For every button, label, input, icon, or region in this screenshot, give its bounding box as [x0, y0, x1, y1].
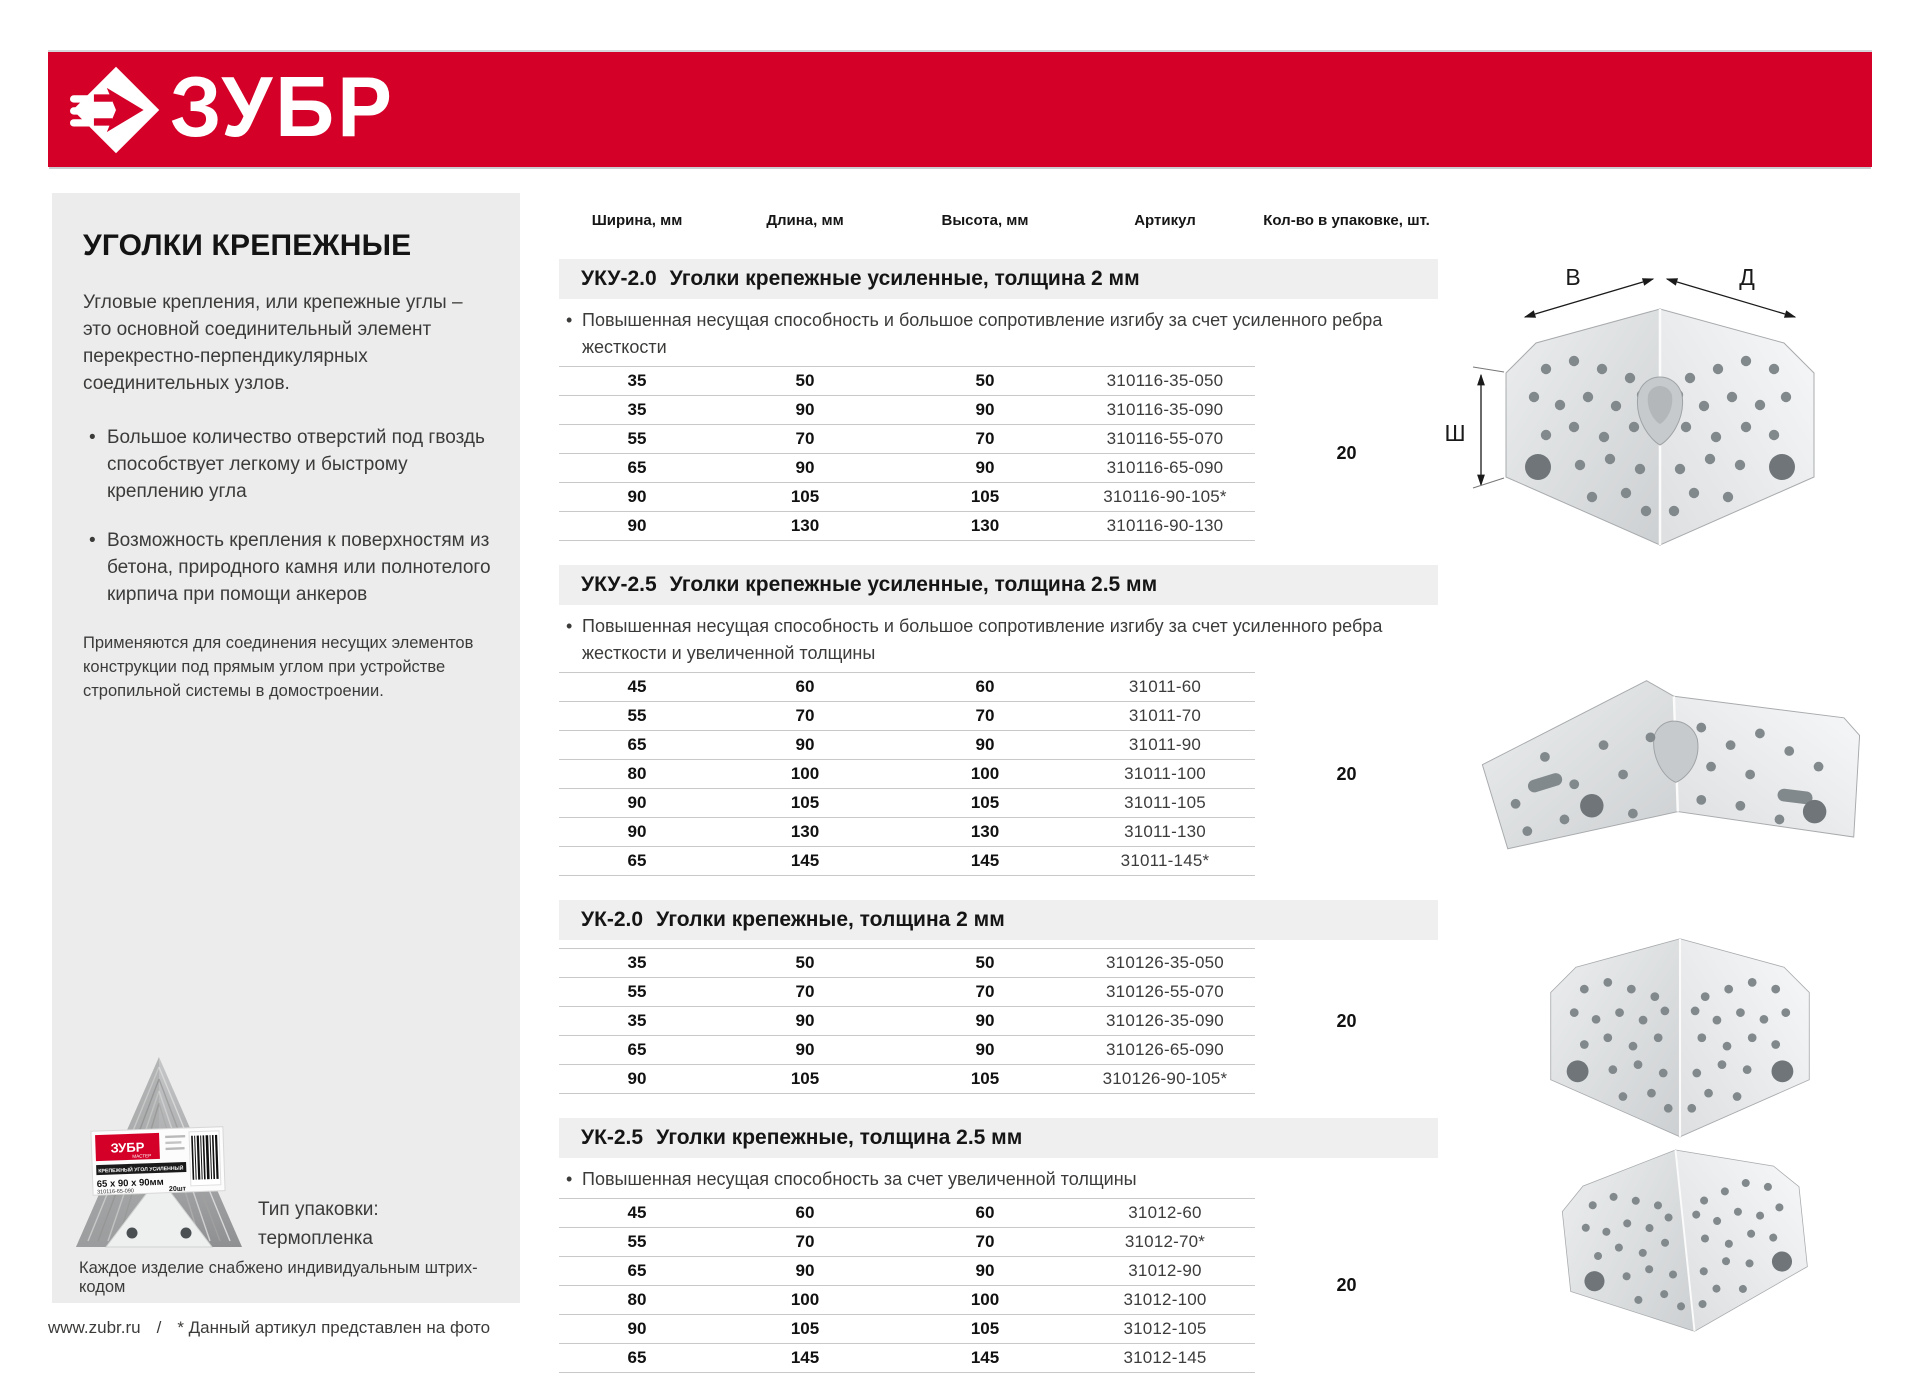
cell-height: 90 — [975, 1040, 995, 1059]
column-header-height: Высота, мм — [941, 211, 1029, 229]
cell-length: 105 — [790, 793, 820, 812]
footer-separator: / — [156, 1318, 162, 1337]
cell-height: 60 — [975, 677, 995, 696]
package-label — [91, 1127, 225, 1196]
pack-qty: 20 — [1336, 763, 1357, 784]
cell-width: 65 — [627, 458, 647, 477]
cell-length: 105 — [790, 487, 820, 506]
section-bullet-text: Повышенная несущая способность за счет увеличенной толщины — [582, 1169, 1137, 1189]
table-row — [559, 483, 1255, 512]
cell-article: 31011-105 — [1124, 793, 1206, 812]
cell-article: 310116-90-130 — [1106, 516, 1224, 535]
section-body — [559, 672, 1438, 876]
table-row — [559, 1007, 1255, 1036]
feature-item — [83, 425, 492, 506]
cell-article: 31011-100 — [1124, 764, 1206, 783]
footer-note: * Данный артикул представлен на фото — [177, 1318, 491, 1337]
section-bullets — [559, 605, 1438, 670]
feature-item — [83, 528, 492, 609]
cell-length: 60 — [795, 1203, 815, 1222]
cell-width: 65 — [627, 1348, 647, 1367]
pack-qty: 20 — [1336, 1010, 1357, 1031]
section-header — [559, 900, 1438, 940]
table-row — [559, 512, 1255, 541]
table-sections — [559, 259, 1438, 1373]
section-rows — [559, 672, 1255, 876]
cell-height: 60 — [975, 1203, 995, 1222]
cell-article: 31011-130 — [1124, 822, 1206, 841]
pack-qty-cell — [1255, 672, 1438, 876]
package-photo — [72, 1045, 247, 1260]
cell-article: 310116-55-070 — [1106, 429, 1224, 448]
cell-article: 310126-90-105* — [1102, 1069, 1228, 1088]
cell-height: 50 — [975, 371, 995, 390]
table-row — [559, 978, 1255, 1007]
table-row — [559, 1036, 1255, 1065]
table-row — [559, 1228, 1255, 1257]
cell-width: 80 — [627, 764, 647, 783]
section-bullet-text: Повышенная несущая способность и большое сопротивление изгибу за счет усиленного ребра жесткости — [582, 310, 1383, 357]
table-row — [559, 731, 1255, 760]
cell-height: 90 — [975, 400, 995, 419]
cell-width: 65 — [627, 735, 647, 754]
product-photo-uk-2-5 — [1515, 1100, 1855, 1360]
pack-qty-cell — [1255, 366, 1438, 541]
brand-name: ЗУБР — [170, 59, 395, 155]
package-type-line1: Тип упаковки: — [258, 1199, 379, 1220]
table-row — [559, 949, 1255, 978]
label-size: 65 x 90 x 90мм — [96, 1176, 164, 1191]
pack-qty-cell — [1255, 948, 1438, 1094]
section-title: Уголки крепежные усиленные, толщина 2 мм — [669, 267, 1140, 290]
bullet-dot-icon — [559, 613, 582, 667]
barcode-note: Каждое изделие снабжено индивидуальным штрих-кодом — [79, 1259, 478, 1296]
section-body — [559, 1198, 1438, 1373]
table-row — [559, 1257, 1255, 1286]
cell-length: 105 — [790, 1069, 820, 1088]
site-link[interactable]: www.zubr.ru — [48, 1318, 141, 1337]
application-text: Применяются для соединения несущих элементов конструкции под прямым углом при устройстве стропильной системы в домостроении. — [83, 633, 474, 701]
dim-label-sh: Ш — [1444, 420, 1466, 446]
cell-length: 145 — [790, 851, 820, 870]
cell-height: 70 — [975, 982, 995, 1001]
section-code: УК-2.5 — [581, 1126, 644, 1149]
cell-height: 105 — [970, 793, 1000, 812]
section-body — [559, 366, 1438, 541]
table-row — [559, 847, 1255, 876]
zubr-logo — [70, 59, 395, 156]
table-section — [559, 1118, 1438, 1373]
cell-width: 65 — [627, 851, 647, 870]
cell-length: 90 — [795, 400, 815, 419]
table-row — [559, 1315, 1255, 1344]
cell-height: 145 — [970, 1348, 1000, 1367]
table-row — [559, 818, 1255, 847]
column-headers — [559, 205, 1438, 235]
section-rows — [559, 948, 1255, 1094]
cell-article: 310116-90-105* — [1103, 487, 1227, 506]
label-brand: ЗУБР — [110, 1139, 145, 1156]
cell-width: 90 — [627, 822, 647, 841]
cell-width: 55 — [627, 982, 647, 1001]
cell-height: 100 — [970, 764, 1000, 783]
cell-article: 31012-60 — [1128, 1203, 1202, 1222]
section-title: Уголки крепежные, толщина 2 мм — [656, 908, 1005, 931]
cell-width: 90 — [627, 516, 647, 535]
cell-article: 310116-35-050 — [1106, 371, 1224, 390]
catalog-table — [559, 205, 1438, 1373]
cell-length: 100 — [790, 1290, 820, 1309]
table-section — [559, 565, 1438, 876]
cell-width: 35 — [627, 1011, 647, 1030]
label-article: 310116-65-090 — [96, 1188, 135, 1196]
page-title: УГОЛКИ КРЕПЕЖНЫЕ — [83, 229, 412, 262]
cell-length: 70 — [795, 706, 815, 725]
bullet-dot-icon — [83, 425, 107, 506]
intro-text: Угловые крепления, или крепежные углы – это основной соединительный элемент перекрестно-перпендикулярных соединительных узлов. — [83, 292, 463, 394]
cell-height: 130 — [970, 822, 1000, 841]
pack-qty: 20 — [1336, 443, 1357, 463]
cell-height: 90 — [975, 735, 995, 754]
section-bullet — [559, 613, 1438, 667]
column-header-length: Длина, мм — [766, 211, 844, 229]
cell-height: 70 — [975, 706, 995, 725]
cell-height: 90 — [975, 458, 995, 477]
section-bullets — [559, 1158, 1438, 1196]
cell-width: 90 — [627, 793, 647, 812]
section-header — [559, 565, 1438, 605]
section-bullet — [559, 1166, 1438, 1193]
column-header-pack: Кол-во в упаковке, шт. — [1263, 211, 1430, 229]
section-header — [559, 259, 1438, 299]
cell-length: 90 — [795, 735, 815, 754]
table-row — [559, 1344, 1255, 1373]
label-product: КРЕПЕЖНЫЙ УГОЛ УСИЛЕННЫЙ — [98, 1165, 184, 1175]
table-row — [559, 425, 1255, 454]
section-header — [559, 1118, 1438, 1158]
cell-article: 310116-65-090 — [1106, 458, 1224, 477]
cell-length: 105 — [790, 1319, 820, 1338]
label-qty: 20шт — [168, 1185, 187, 1194]
product-photo-uku-2-5 — [1455, 620, 1885, 889]
pack-qty: 20 — [1336, 1275, 1357, 1295]
cell-width: 55 — [627, 429, 647, 448]
cell-height: 105 — [970, 1319, 1000, 1338]
table-row — [559, 702, 1255, 731]
table-row — [559, 789, 1255, 818]
cell-article: 310126-55-070 — [1106, 982, 1224, 1001]
cell-length: 60 — [795, 677, 815, 696]
cell-width: 45 — [627, 1203, 647, 1222]
cell-article: 310126-35-050 — [1106, 953, 1224, 972]
intro-panel — [52, 193, 520, 1303]
cell-width: 90 — [627, 487, 647, 506]
section-bullets — [559, 299, 1438, 364]
section-rows — [559, 366, 1255, 541]
cell-width: 90 — [627, 1069, 647, 1088]
section-code: УК-2.0 — [581, 908, 644, 931]
section-title: Уголки крепежные, толщина 2.5 мм — [656, 1126, 1023, 1149]
cell-length: 90 — [795, 458, 815, 477]
cell-height: 70 — [975, 1232, 995, 1251]
cell-length: 90 — [795, 1261, 815, 1280]
cell-length: 90 — [795, 1011, 815, 1030]
cell-article: 31011-60 — [1128, 677, 1202, 696]
bullet-dot-icon — [559, 307, 582, 361]
package-type-caption — [258, 1195, 379, 1254]
column-header-article: Артикул — [1134, 211, 1196, 229]
page-footer — [48, 1318, 490, 1338]
cell-height: 100 — [970, 1290, 1000, 1309]
cell-width: 55 — [627, 1232, 647, 1251]
cell-width: 65 — [627, 1261, 647, 1280]
cell-article: 310126-65-090 — [1106, 1040, 1224, 1059]
column-header-width: Ширина, мм — [591, 211, 683, 229]
bullet-dot-icon — [559, 1166, 582, 1193]
package-type-line2: термопленка — [258, 1228, 373, 1250]
cell-article: 31012-100 — [1123, 1290, 1207, 1309]
cell-length: 145 — [790, 1348, 820, 1367]
section-bullet — [559, 307, 1438, 361]
bullet-dot-icon — [83, 528, 107, 609]
zubr-diamond-icon — [70, 64, 162, 156]
cell-length: 70 — [795, 982, 815, 1001]
feature-text: Возможность крепления к поверхностям из бетона, природного камня или полнотелого кирпича при помощи анкеров — [107, 529, 491, 605]
cell-height: 90 — [975, 1011, 995, 1030]
table-section — [559, 900, 1438, 1094]
cell-width: 65 — [627, 1040, 647, 1059]
table-row — [559, 367, 1255, 396]
cell-length: 70 — [795, 1232, 815, 1251]
cell-width: 80 — [627, 1290, 647, 1309]
cell-article: 310126-35-090 — [1106, 1011, 1224, 1030]
table-row — [559, 760, 1255, 789]
cell-article: 31012-105 — [1123, 1319, 1207, 1338]
label-sub: МАСТЕР — [132, 1153, 152, 1159]
cell-height: 90 — [975, 1261, 995, 1280]
cell-width: 45 — [627, 677, 647, 696]
cell-length: 90 — [795, 1040, 815, 1059]
cell-height: 130 — [970, 516, 1000, 535]
dim-label-v: В — [1565, 264, 1581, 290]
pack-qty-cell — [1255, 1198, 1438, 1373]
cell-length: 70 — [795, 429, 815, 448]
cell-article: 31011-145* — [1120, 851, 1210, 870]
feature-text: Большое количество отверстий под гвоздь способствует легкому и быстрому креплению угла — [107, 426, 485, 502]
cell-width: 35 — [627, 400, 647, 419]
cell-width: 55 — [627, 706, 647, 725]
table-row — [559, 1286, 1255, 1315]
cell-length: 130 — [790, 516, 820, 535]
cell-height: 145 — [970, 851, 1000, 870]
cell-height: 70 — [975, 429, 995, 448]
cell-article: 31012-70* — [1124, 1232, 1206, 1251]
cell-height: 105 — [970, 1069, 1000, 1088]
cell-width: 35 — [627, 371, 647, 390]
section-bullet-text: Повышенная несущая способность и большое сопротивление изгибу за счет усиленного ребра жесткости и увеличенной толщины — [582, 616, 1383, 663]
cell-article: 310116-35-090 — [1106, 400, 1224, 419]
cell-article: 31012-145 — [1123, 1348, 1207, 1367]
section-title: Уголки крепежные усиленные, толщина 2.5 мм — [669, 573, 1158, 596]
feature-list — [83, 425, 492, 609]
table-section — [559, 259, 1438, 541]
table-row — [559, 1065, 1255, 1094]
section-code: УКУ-2.0 — [581, 267, 657, 290]
cell-height: 50 — [975, 953, 995, 972]
brand-header — [48, 52, 1872, 167]
product-photo-uku-2-0 — [1425, 245, 1895, 580]
cell-length: 100 — [790, 764, 820, 783]
cell-article: 31011-90 — [1128, 735, 1202, 754]
section-code: УКУ-2.5 — [581, 573, 657, 596]
cell-length: 130 — [790, 822, 820, 841]
table-row — [559, 396, 1255, 425]
cell-width: 35 — [627, 953, 647, 972]
cell-article: 31011-70 — [1128, 706, 1202, 725]
cell-length: 50 — [795, 371, 815, 390]
cell-width: 90 — [627, 1319, 647, 1338]
section-body — [559, 948, 1438, 1094]
table-row — [559, 454, 1255, 483]
table-row — [559, 673, 1255, 702]
cell-length: 50 — [795, 953, 815, 972]
dim-label-d: Д — [1739, 264, 1755, 290]
table-row — [559, 1199, 1255, 1228]
cell-height: 105 — [970, 487, 1000, 506]
cell-article: 31012-90 — [1128, 1261, 1202, 1280]
section-rows — [559, 1198, 1255, 1373]
